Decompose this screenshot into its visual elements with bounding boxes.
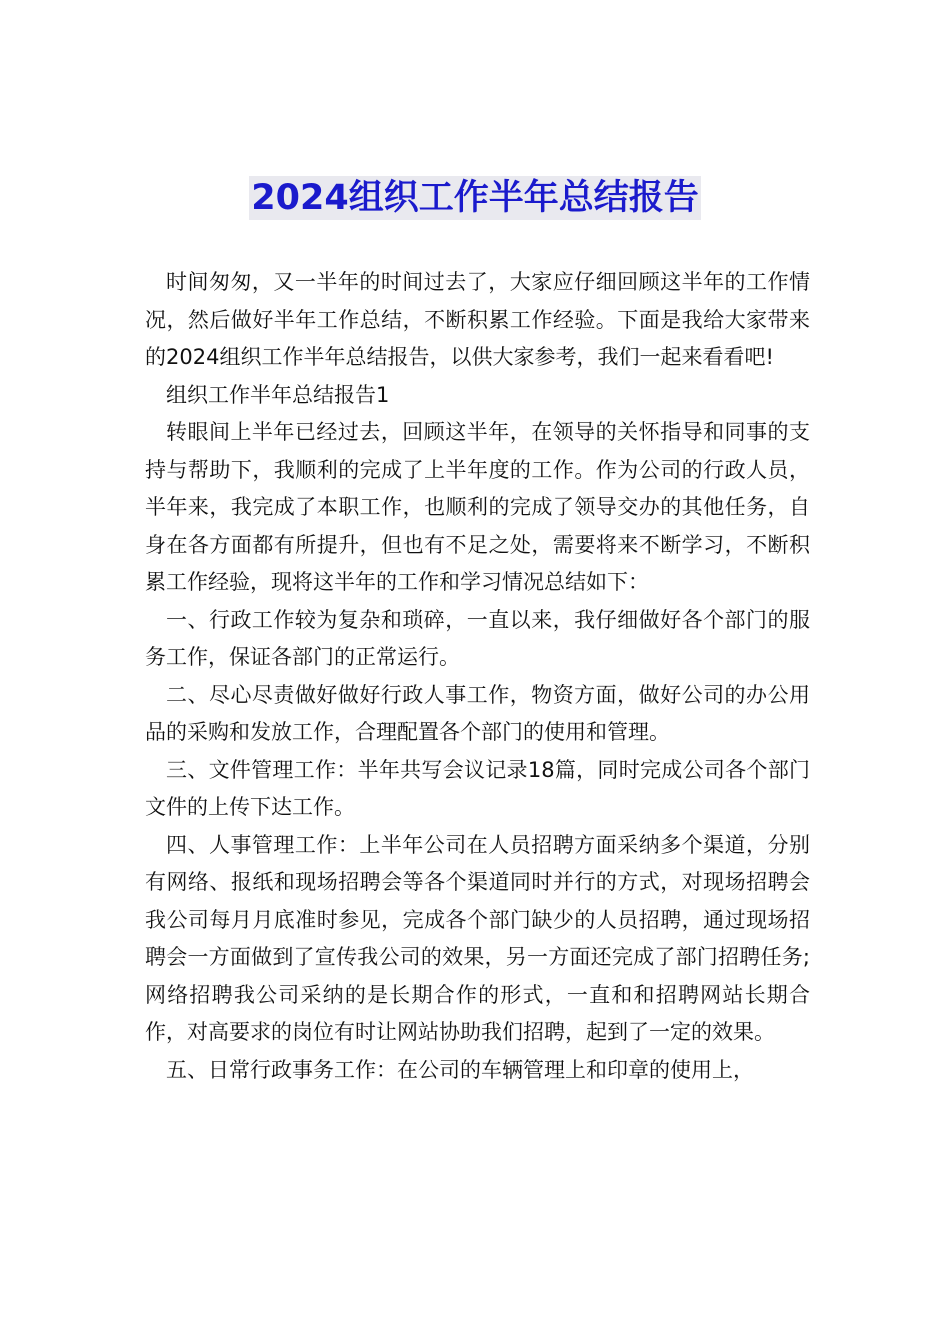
paragraph-item-1: 一、行政工作较为复杂和琐碎，一直以来，我仔细做好各个部门的服务工作，保证各部门的正常运行。 [145, 607, 810, 669]
document-body [145, 264, 810, 1089]
document-title: 2024组织工作半年总结报告 [251, 178, 699, 218]
paragraph-intro: 时间匆匆，又一半年的时间过去了，大家应仔细回顾这半年的工作情况，然后做好半年工作总结，不断积累工作经验。下面是我给大家带来的2024组织工作半年总结报告，以供大家参考，我们一起来看看吧! [145, 270, 810, 369]
paragraph-item-4: 四、人事管理工作：上半年公司在人员招聘方面采纳多个渠道，分别有网络、报纸和现场招聘会等各个渠道同时并行的方式，对现场招聘会我公司每月月底准时参见，完成各个部门缺少的人员招聘，通过现场招聘会一方面做到了宣传我公司的效果，另一方面还完成了部门招聘任务;网络招聘我公司采纳的是长期合作的形式，一直和和招聘网站长期合作，对高要求的岗位有时让网站协助我们招聘，起到了一定的效果。 [145, 832, 810, 1044]
paragraph-item-5: 五、日常行政事务工作：在公司的车辆管理上和印章的使用上， [166, 1057, 754, 1082]
title-container [0, 176, 950, 220]
paragraph-item-2: 二、尽心尽责做好做好行政人事工作，物资方面，做好公司的办公用品的采购和发放工作，合理配置各个部门的使用和管理。 [145, 682, 810, 744]
paragraph-overview: 转眼间上半年已经过去，回顾这半年，在领导的关怀指导和同事的支持与帮助下，我顺利的完成了上半年度的工作。作为公司的行政人员，半年来，我完成了本职工作，也顺利的完成了领导交办的其他任务，自身在各方面都有所提升，但也有不足之处，需要将来不断学习，不断积累工作经验，现将这半年的工作和学习情况总结如下： [145, 420, 810, 594]
section-heading-report-1: 组织工作半年总结报告1 [166, 382, 390, 407]
paragraph-item-3: 三、文件管理工作：半年共写会议记录18篇，同时完成公司各个部门文件的上传下达工作。 [145, 757, 810, 819]
